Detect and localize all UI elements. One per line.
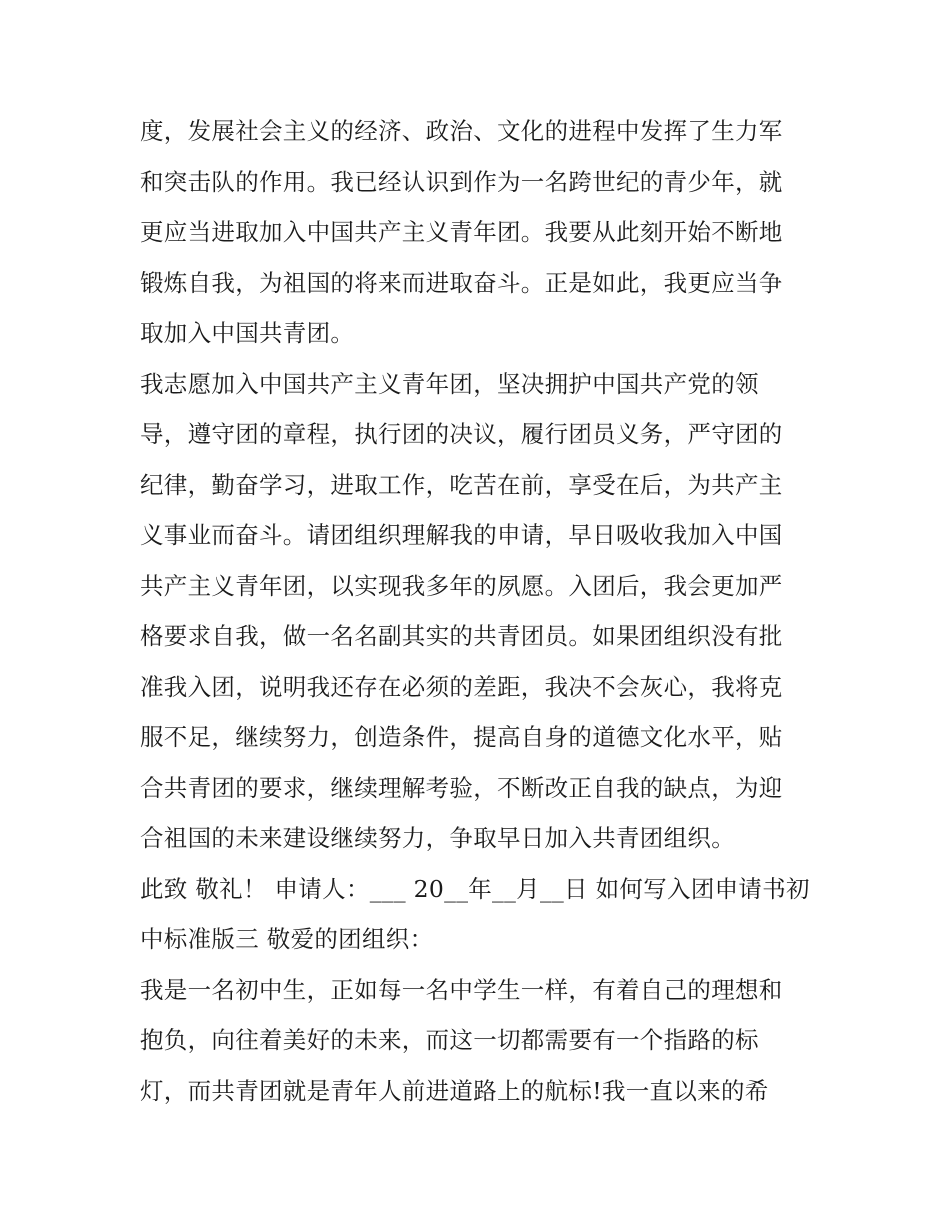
document-body xyxy=(140,106,820,1116)
text-line: 抱负，向往着美好的未来，而这一切都需要有一个指路的标 xyxy=(140,1026,759,1054)
text-line: 纪律，勤奋学习，进取工作，吃苦在前，享受在后，为共产主 xyxy=(140,470,783,499)
text-line: 共产主义青年团，以实现我多年的夙愿。入团后，我会更加严 xyxy=(140,571,783,600)
text-line: 更应当进取加入中国共产主义青年团。我要从此刻开始不断地 xyxy=(140,218,783,246)
text-line: 和突击队的作用。我已经认识到作为一名跨世纪的青少年，就 xyxy=(140,167,783,196)
text-line: 准我入团，说明我还存在必须的差距，我决不会灰心，我将克 xyxy=(140,672,783,701)
text-line: 我是一名初中生，正如每一名中学生一样，有着自己的理想和 xyxy=(140,975,783,1004)
text-line: 灯，而共青团就是青年人前进道路上的航标!我一直以来的希 xyxy=(140,1076,769,1105)
text-line: 合共青团的要求，继续理解考验，不断改正自我的缺点，为迎 xyxy=(140,773,783,802)
text-line: 锻炼自我，为祖国的将来而进取奋斗。正是如此，我更应当争 xyxy=(140,268,783,297)
text-line: 服不足，继续努力，创造条件，提高自身的道德文化水平，贴 xyxy=(140,723,783,751)
text-line: 中标准版三 敬爱的团组织： xyxy=(140,925,434,953)
text-line: 合祖国的未来建设继续努力，争取早日加入共青团组织。 xyxy=(140,824,735,852)
text-line: 导，遵守团的章程，执行团的决议，履行团员义务，严守团的 xyxy=(140,420,783,448)
text-line: 义事业而奋斗。请团组织理解我的申请，早日吸收我加入中国 xyxy=(140,521,783,549)
text-line: 我志愿加入中国共产主义青年团，坚决拥护中国共产党的领 xyxy=(140,369,759,398)
text-line: 格要求自我，做一名名副其实的共青团员。如果团组织没有批 xyxy=(140,622,783,650)
text-line: 此致 敬礼！ 申请人：___ 20__年__月__日 如何写入团申请书初 xyxy=(140,874,810,903)
text-line: 取加入中国共青团。 xyxy=(140,319,355,347)
text-line: 度，发展社会主义的经济、政治、文化的进程中发挥了生力军 xyxy=(140,117,783,145)
